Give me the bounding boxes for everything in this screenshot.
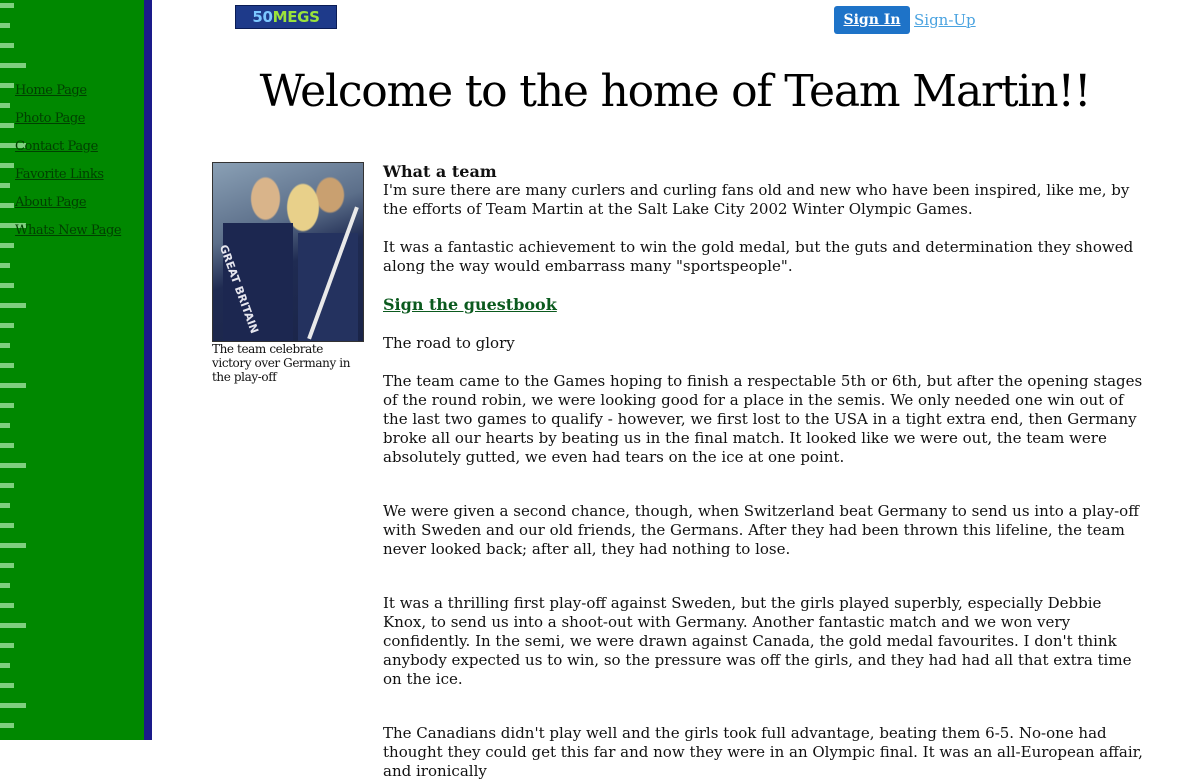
article-paragraph: It was a fantastic achievement to win the gold medal, but the guts and determination they showed along the way would embarrass many "sportspeople". — [383, 238, 1134, 275]
sidebar-stripe — [0, 523, 14, 528]
sign-in-button[interactable]: Sign In — [834, 6, 910, 34]
sidebar-stripe — [0, 203, 14, 208]
sidebar-stripe — [0, 503, 10, 508]
sidebar-stripe — [0, 703, 26, 708]
article-heading: What a team — [383, 162, 497, 181]
sidebar-stripe — [0, 83, 14, 88]
page-title: Welcome to the home of Team Martin!! — [259, 66, 1091, 117]
sidebar-stripe — [0, 303, 26, 308]
sign-up-link[interactable]: Sign-Up — [914, 11, 976, 29]
sidebar-stripe — [0, 543, 26, 548]
sidebar-stripe — [0, 323, 14, 328]
sidebar-stripe — [0, 683, 14, 688]
sidebar-stripe — [0, 623, 26, 628]
sidebar-stripe — [0, 123, 14, 128]
sidebar-stripe — [0, 343, 10, 348]
sidebar-stripe — [0, 643, 14, 648]
sidebar-nav — [15, 77, 140, 245]
sidebar-stripe — [0, 243, 14, 248]
nav-whats-new-page[interactable]: Whats New Page — [15, 223, 122, 238]
sidebar-stripe — [0, 283, 14, 288]
nav-photo-page[interactable]: Photo Page — [15, 111, 86, 126]
logo-word: MEGS — [272, 8, 320, 26]
sidebar-stripe — [0, 383, 26, 388]
50megs-logo[interactable] — [235, 5, 337, 29]
article-paragraph: We were given a second chance, though, when Switzerland beat Germany to send us into a play-off with Sweden and our old friends, the Germans. After they had been thrown this lifeline, the team never looked back; after all, they had nothing to lose. — [383, 502, 1139, 558]
photo-caption: The team celebrate victory over Germany in the play-off — [212, 342, 351, 384]
sidebar-stripe — [0, 403, 14, 408]
nav-about-page[interactable]: About Page — [15, 195, 87, 210]
article-paragraph: I'm sure there are many curlers and curling fans old and new who have been inspired, like me, by the efforts of Team Martin at the Salt Lake City 2002 Winter Olympic Games. — [383, 181, 1130, 218]
photo-jersey-text: GREAT BRITAIN — [216, 243, 261, 336]
sidebar-stripe — [0, 443, 14, 448]
article-paragraph: It was a thrilling first play-off against Sweden, but the girls played superbly, especially Debbie Knox, to send us into a shoot-out with Germany. Another fantastic match and we won very confidently. In the semi, we were drawn against Canada, the gold medal favourites. I don't think anybody expected us to win, so the pressure was off the girls, and they had had all that extra time on the ice. — [383, 594, 1132, 688]
sidebar-stripe — [0, 163, 14, 168]
team-photo — [212, 162, 364, 342]
sidebar-stripe — [0, 3, 14, 8]
nav-contact-page[interactable]: Contact Page — [15, 139, 98, 154]
sidebar-rail — [144, 0, 152, 740]
sidebar-stripe — [0, 463, 26, 468]
nav-home-page[interactable]: Home Page — [15, 83, 87, 98]
sidebar-stripe — [0, 263, 10, 268]
sidebar-stripe — [0, 423, 10, 428]
article-paragraph: The team came to the Games hoping to finish a respectable 5th or 6th, but after the opening stages of the round robin, we were looking good for a place in the semis. We only needed one win out of the last two games to qualify - however, we first lost to the USA in a tight extra end, then Germany broke all our hearts by beating us in the final match. It looked like we were out, the team were absolutely gutted, we even had tears on the ice at one point. — [383, 372, 1143, 466]
logo-number: 50 — [252, 8, 273, 26]
article-paragraph: The Canadians didn't play well and the girls took full advantage, beating them 6-5. No-one had thought they could get this far and now they were in an Olympic final. It was an all-European affair, and ironically — [383, 724, 1143, 780]
sidebar-stripe — [0, 63, 26, 68]
article — [383, 162, 1143, 781]
sidebar-stripe — [0, 103, 10, 108]
sidebar-stripe — [0, 43, 14, 48]
sidebar-stripe — [0, 563, 14, 568]
sidebar-stripe — [0, 483, 14, 488]
sidebar-stripe — [0, 363, 14, 368]
sidebar-stripe — [0, 663, 10, 668]
sidebar-stripe — [0, 23, 10, 28]
sidebar-stripe — [0, 183, 10, 188]
guestbook-link[interactable]: Sign the guestbook — [383, 295, 557, 314]
nav-favorite-links[interactable]: Favorite Links — [15, 167, 104, 182]
sidebar-stripe — [0, 603, 14, 608]
sidebar-stripe — [0, 583, 10, 588]
section-heading: The road to glory — [383, 334, 515, 352]
sidebar-stripe — [0, 723, 14, 728]
